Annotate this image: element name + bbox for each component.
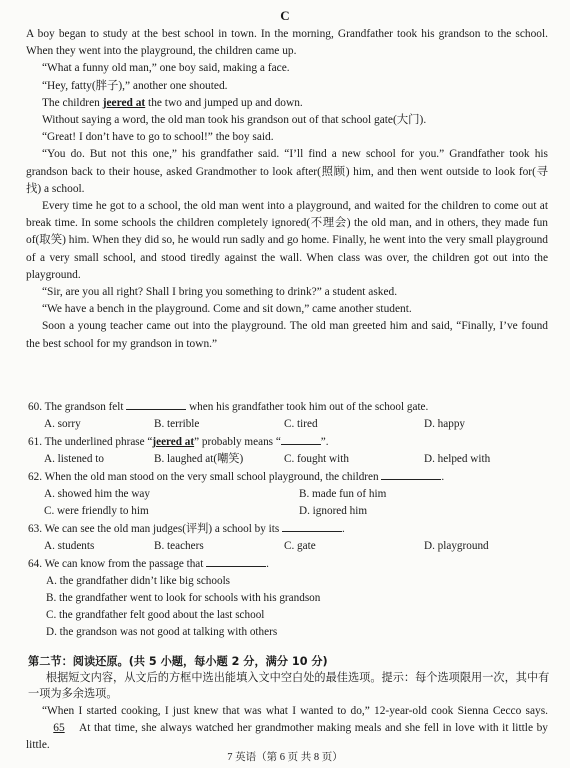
page-footer: 7 英语（第 6 页 共 8 页）	[227, 752, 343, 763]
question-stem: when his grandfather took him out of the school gate.	[189, 401, 429, 413]
question-stem: 62. When the old man stood on the very small school playground, the children	[28, 471, 379, 483]
questions	[28, 398, 548, 641]
question-60	[28, 398, 548, 416]
options-62-row2	[28, 503, 548, 520]
passage-text: The children	[41, 96, 100, 109]
passage-paragraph	[26, 95, 548, 112]
section-two-title: 第二节：阅读还原。(共 5 小题，每小题 2 分，满分 10 分)	[28, 655, 328, 668]
question-stem: .	[341, 523, 345, 535]
option-c[interactable]: C. the grandfather felt good about the last school	[46, 609, 265, 621]
passage-paragraph	[26, 703, 548, 754]
passage-paragraph: Without saying a word, the old man took his grandson out of that school gate(大门).	[41, 114, 427, 127]
question-61	[28, 433, 548, 451]
option-a[interactable]: A. sorry	[44, 418, 81, 430]
options-63	[28, 538, 548, 555]
question-stem: .	[266, 558, 269, 570]
option-c[interactable]: C. fought with	[284, 453, 349, 465]
passage-paragraph: “Great! I don’t have to go to school!” the boy said.	[41, 131, 274, 144]
option-c[interactable]: C. were friendly to him	[44, 505, 149, 517]
blank-65: 65	[53, 722, 65, 734]
answer-blank	[281, 433, 321, 445]
question-stem: 63. We can see the old man judges(评判) a school by its	[28, 523, 280, 535]
passage-text: “When I started cooking, I just knew that was what I wanted to do,” 12-year-old cook Sienna Cecco says.	[41, 705, 548, 717]
option-d[interactable]: D. playground	[424, 540, 489, 552]
passage-paragraph: “We have a bench in the playground. Come and sit down,” came another student.	[41, 303, 412, 316]
passage-paragraph: Soon a young teacher came out into the playground. The old man greeted him and said, “Finally, I’ve found the best school for my grandson in town.”	[26, 320, 548, 350]
question-62	[28, 468, 548, 486]
jeered-at-keyword: jeered at	[102, 96, 146, 109]
option-d[interactable]: D. the grandson was not good at talking with others	[46, 626, 278, 638]
question-stem: .	[441, 471, 445, 483]
passage-paragraph: A boy began to study at the best school in town. In the morning, Grandfather took his grandson to the school. When they went into the playground, the children came up.	[26, 28, 548, 58]
question-stem: 61. The underlined phrase “	[28, 436, 153, 448]
option-b[interactable]: B. terrible	[154, 418, 200, 430]
options-60	[28, 416, 548, 433]
passage-text: the two and jumped up and down.	[148, 96, 303, 109]
options-61	[28, 451, 548, 468]
passage-paragraph: “You do. But not this one,” his grandfather said. “I’ll find a new school for you.” Grandfather took his grandson back to their house, asked Grandmother to look after(照顾) him, and then went outside to look for(寻找) a school.	[26, 148, 548, 195]
reading-passage	[26, 26, 548, 353]
question-stem: ” probably means “	[194, 436, 281, 448]
option-c[interactable]: C. tired	[284, 418, 318, 430]
passage-paragraph: “What a funny old man,” one boy said, making a face.	[41, 62, 290, 75]
option-a[interactable]: A. showed him the way	[44, 488, 150, 500]
option-b[interactable]: B. laughed at(嘲笑)	[154, 453, 244, 465]
section-two-header	[28, 654, 550, 702]
jeered-at-keyword: jeered at	[152, 436, 195, 448]
passage-text: At that time, she always watched her grandmother making meals and she fell in love with it little by little.	[26, 722, 549, 751]
option-d[interactable]: D. helped with	[424, 453, 491, 465]
question-stem: 60. The grandson felt	[28, 401, 124, 413]
section-two-instruction: 根据短文内容，从文后的方框中选出能填入文中空白处的最佳选项。提示：每个选项限用一次，其中有一项为多余选项。	[28, 671, 550, 700]
passage-paragraph: “Sir, are you all right? Shall I bring you something to drink?” a student asked.	[41, 286, 398, 299]
answer-blank	[206, 555, 266, 567]
passage-paragraph: Every time he got to a school, the old man went into a playground, and waited for the children to come out at break time. In some schools the children completely ignored(不理会) the old man, and in others, they made fun of(取笑) him. When they did so, he would run sadly and go home. Finally, he went into the very small playground of a very small school, and stood tiredly against the wall. When class was over, the children got out into the playground.	[26, 200, 548, 281]
question-63	[28, 520, 548, 538]
option-d[interactable]: D. happy	[424, 418, 466, 430]
options-62-row1	[28, 486, 548, 503]
option-c[interactable]: C. gate	[284, 540, 316, 552]
section-two-passage	[26, 703, 548, 754]
answer-blank	[282, 520, 342, 532]
option-d[interactable]: D. ignored him	[299, 505, 368, 517]
question-stem: 64. We can know from the passage that	[28, 558, 204, 570]
option-a[interactable]: A. students	[44, 540, 95, 552]
option-b[interactable]: B. made fun of him	[299, 488, 387, 500]
option-a[interactable]: A. the grandfather didn’t like big schools	[46, 575, 231, 587]
option-a[interactable]: A. listened to	[44, 453, 104, 465]
question-stem: ”.	[320, 436, 329, 448]
answer-blank	[381, 468, 441, 480]
option-b[interactable]: B. teachers	[154, 540, 204, 552]
section-letter: C	[280, 8, 290, 23]
answer-blank	[126, 398, 186, 410]
question-64	[28, 555, 548, 573]
passage-paragraph: “Hey, fatty(胖子),” another one shouted.	[41, 79, 228, 92]
option-b[interactable]: B. the grandfather went to look for schools with his grandson	[46, 592, 321, 604]
